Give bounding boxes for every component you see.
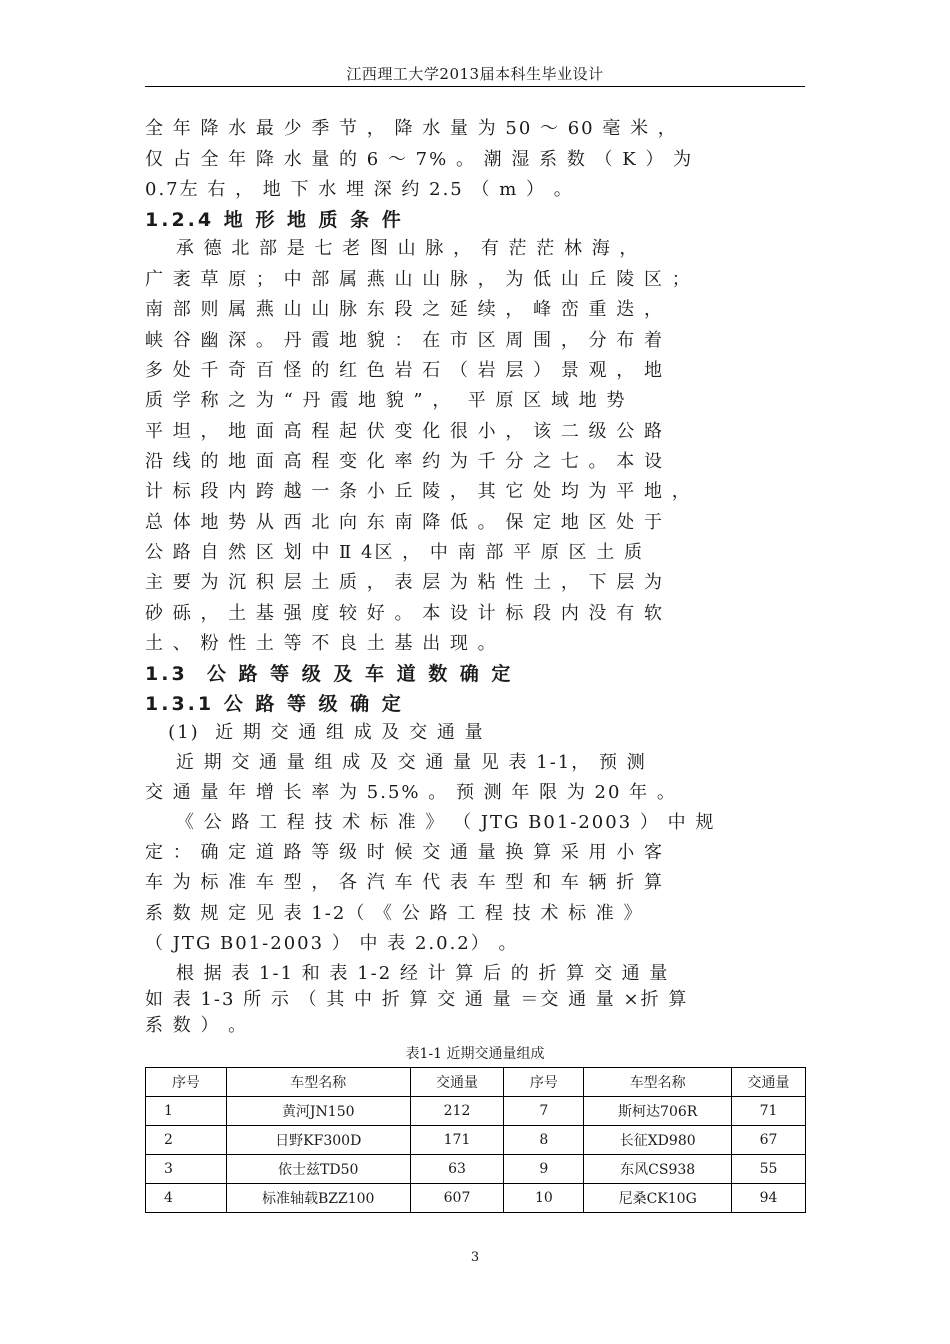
table-cell: 10 — [504, 1184, 584, 1213]
text-line: 根 据 表 1-1 和 表 1-2 经 计 算 后 的 折 算 交 通 量 — [145, 963, 670, 984]
text-line: （ JTG B01-2003 ） 中 表 2.0.2） 。 — [145, 933, 519, 954]
table-cell: 1 — [146, 1097, 227, 1126]
header-cell: 交通量 — [410, 1068, 504, 1097]
table-cell: 标准轴载BZZ100 — [226, 1184, 410, 1213]
traffic-composition-table — [145, 1067, 806, 1213]
table-cell: 9 — [504, 1155, 584, 1184]
table-cell: 171 — [410, 1126, 504, 1155]
text-line: 土 、 粉 性 土 等 不 良 土 基 出 现 。 — [145, 633, 498, 654]
table-row — [146, 1126, 806, 1155]
table-cell: 依士兹TD50 — [226, 1155, 410, 1184]
table-cell: 东风CS938 — [584, 1155, 732, 1184]
table-row — [146, 1184, 806, 1213]
text-line: 《 公 路 工 程 技 术 标 准 》 （ JTG B01-2003 ） 中 规 — [145, 812, 716, 833]
table-caption: 表1-1 近期交通量组成 — [405, 1046, 545, 1062]
table-cell: 63 — [410, 1155, 504, 1184]
table-cell: 7 — [504, 1097, 584, 1126]
table-header-row — [146, 1068, 806, 1097]
text-line: 如 表 1-3 所 示 （ 其 中 折 算 交 通 量 ＝交 通 量 ×折 算 — [145, 989, 689, 1010]
text-line: 交 通 量 年 增 长 率 为 5.5% 。 预 测 年 限 为 20 年 。 — [145, 782, 677, 803]
header-cell: 序号 — [504, 1068, 584, 1097]
text-line: 沿 线 的 地 面 高 程 变 化 率 约 为 千 分 之 七 。 本 设 — [145, 451, 664, 472]
table-cell: 斯柯达706R — [584, 1097, 732, 1126]
text-line: 主 要 为 沉 积 层 土 质 ， 表 层 为 粘 性 土 ， 下 层 为 — [145, 572, 664, 593]
text-line: 车 为 标 准 车 型 ， 各 汽 车 代 表 车 型 和 车 辆 折 算 — [145, 872, 664, 893]
text-line: 承 德 北 部 是 七 老 图 山 脉 ， 有 茫 茫 林 海 ， — [145, 238, 640, 259]
table-row — [146, 1097, 806, 1126]
table-cell: 67 — [732, 1126, 806, 1155]
list-item-1: (1) 近 期 交 通 组 成 及 交 通 量 — [145, 722, 485, 743]
table-cell: 尼桑CK10G — [584, 1184, 732, 1213]
table-cell: 2 — [146, 1126, 227, 1155]
text-line: 砂 砾 ， 土 基 强 度 较 好 。 本 设 计 标 段 内 没 有 软 — [145, 603, 664, 624]
header-cell: 序号 — [146, 1068, 227, 1097]
section-heading-1-2-4: 1.2.4 地 形 地 质 条 件 — [145, 209, 404, 231]
text-line: 南 部 则 属 燕 山 山 脉 东 段 之 延 续 ， 峰 峦 重 迭 ， — [145, 299, 664, 320]
text-line: 多 处 千 奇 百 怪 的 红 色 岩 石 （ 岩 层 ） 景 观 ， 地 — [145, 360, 664, 381]
table-row — [146, 1155, 806, 1184]
text-line: 全 年 降 水 最 少 季 节 ， 降 水 量 为 50 ～ 60 毫 米 ， — [145, 118, 678, 139]
table-cell: 4 — [146, 1184, 227, 1213]
text-line: 平 坦 ， 地 面 高 程 起 伏 变 化 很 小 ， 该 二 级 公 路 — [145, 421, 664, 442]
page-number: 3 — [470, 1250, 480, 1265]
header-rule — [145, 86, 805, 87]
text-line: 峡 谷 幽 深 。 丹 霞 地 貌 ： 在 市 区 周 围 ， 分 布 着 — [145, 330, 664, 351]
text-line: 广 袤 草 原 ； 中 部 属 燕 山 山 脉 ， 为 低 山 丘 陵 区 ； — [145, 269, 692, 290]
table-cell: 55 — [732, 1155, 806, 1184]
table-cell: 黄河JN150 — [226, 1097, 410, 1126]
table-cell: 212 — [410, 1097, 504, 1126]
text-line: 公 路 自 然 区 划 中 Ⅱ 4区 ， 中 南 部 平 原 区 土 质 — [145, 542, 644, 563]
table-cell: 94 — [732, 1184, 806, 1213]
text-line: 系 数 规 定 见 表 1-2（ 《 公 路 工 程 技 术 标 准 》 — [145, 903, 644, 924]
text-line: 仅 占 全 年 降 水 量 的 6 ～ 7% 。 潮 湿 系 数 （ K ） 为 — [145, 149, 694, 170]
section-heading-1-3: 1.3 公 路 等 级 及 车 道 数 确 定 — [145, 663, 514, 685]
table-cell: 71 — [732, 1097, 806, 1126]
text-line: 近 期 交 通 量 组 成 及 交 通 量 见 表 1-1， 预 测 — [145, 752, 647, 773]
header-cell: 车型名称 — [584, 1068, 732, 1097]
page-header-title: 江西理工大学2013届本科生毕业设计 — [346, 65, 604, 83]
text-line: 0.7左 右 ， 地 下 水 埋 深 约 2.5 （ m ） 。 — [145, 179, 574, 200]
header-cell: 交通量 — [732, 1068, 806, 1097]
text-line: 系 数 ） 。 — [145, 1015, 249, 1036]
table-cell: 长征XD980 — [584, 1126, 732, 1155]
text-line: 计 标 段 内 跨 越 一 条 小 丘 陵 ， 其 它 处 均 为 平 地 ， — [145, 481, 692, 502]
text-line: 质 学 称 之 为 “ 丹 霞 地 貌 ” ， 平 原 区 域 地 势 — [145, 390, 627, 411]
table-cell: 8 — [504, 1126, 584, 1155]
text-line: 定 ： 确 定 道 路 等 级 时 候 交 通 量 换 算 采 用 小 客 — [145, 842, 664, 863]
header-cell: 车型名称 — [226, 1068, 410, 1097]
section-heading-1-3-1: 1.3.1 公 路 等 级 确 定 — [145, 693, 404, 715]
text-line: 总 体 地 势 从 西 北 向 东 南 降 低 。 保 定 地 区 处 于 — [145, 512, 664, 533]
table-cell: 日野KF300D — [226, 1126, 410, 1155]
table-cell: 607 — [410, 1184, 504, 1213]
table-cell: 3 — [146, 1155, 227, 1184]
